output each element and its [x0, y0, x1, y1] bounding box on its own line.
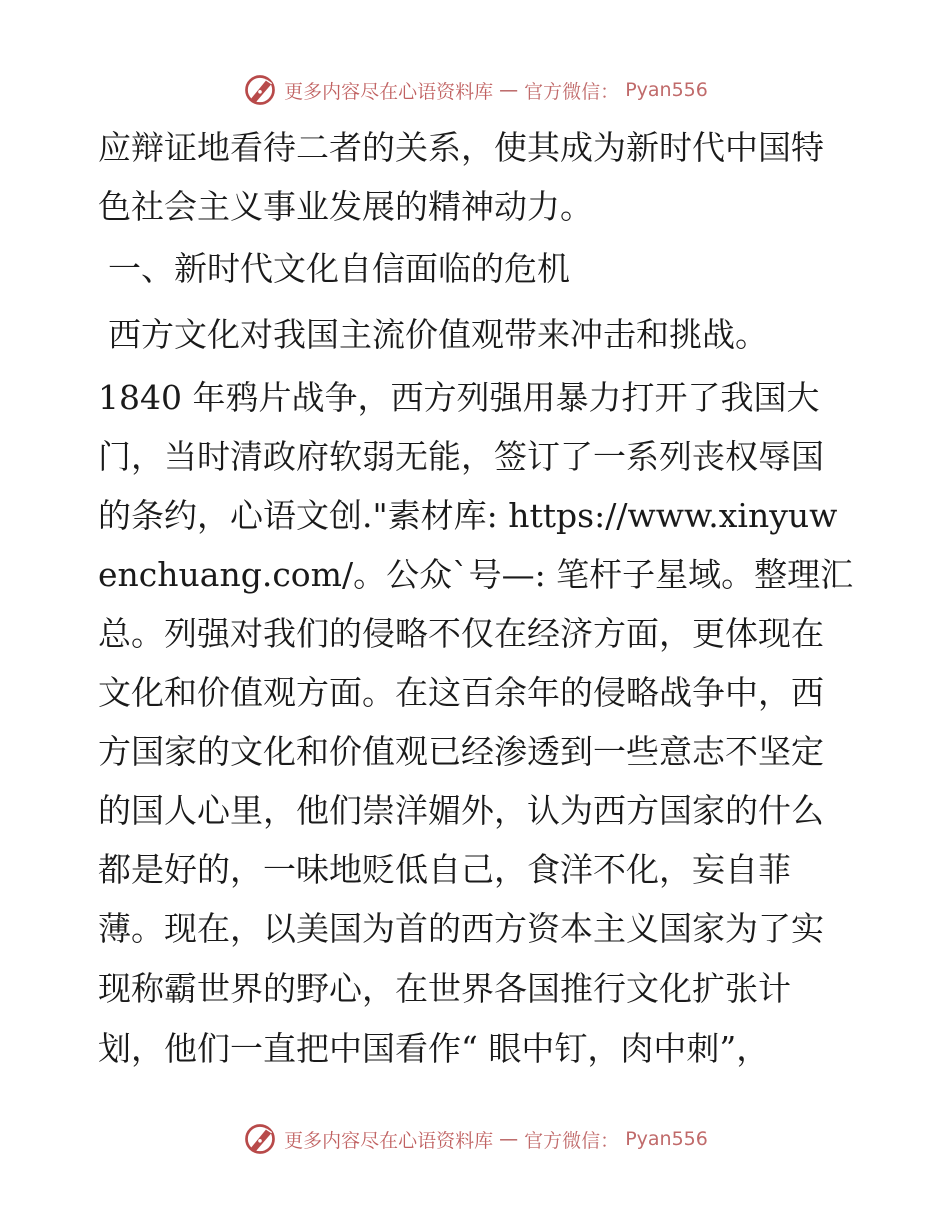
body-line: 1840 年鸦片战争，西方列强用暴力打开了我国大 — [98, 378, 820, 417]
body-line: 现称霸世界的野心，在世界各国推行文化扩张计 — [98, 969, 791, 1008]
banner-wechat-account: Pyan556 — [625, 1128, 708, 1150]
body-line: 文化和价值观方面。在这百余年的侵略战争中，西 — [98, 673, 824, 712]
banner-wechat-label: 官方微信： — [524, 80, 620, 103]
footer-banner — [0, 1119, 950, 1159]
body-line: enchuang.com/。公众`号—: 笔杆子星域。整理汇 — [98, 555, 854, 594]
body-line: 色社会主义事业发展的精神动力。 — [98, 187, 593, 226]
pen-nib-logo-icon — [242, 72, 278, 108]
body-line: 应辩证地看待二者的关系，使其成为新时代中国特 — [98, 128, 824, 167]
banner-brand-text: 更多内容尽在心语资料库 — [284, 1129, 494, 1152]
body-line: 方国家的文化和价值观已经渗透到一些意志不坚定 — [98, 732, 824, 771]
body-line: 的国人心里，他们崇洋媚外，认为西方国家的什么 — [98, 791, 824, 830]
body-line: 划，他们一直把中国看作“ 眼中钉，肉中刺”， — [98, 1029, 770, 1068]
body-line: 门，当时清政府软弱无能，签订了一系列丧权辱国 — [98, 437, 824, 476]
banner-wechat-account: Pyan556 — [625, 79, 708, 101]
header-banner — [0, 70, 950, 110]
pen-nib-logo-icon — [242, 1121, 278, 1157]
document-body — [98, 118, 858, 1078]
body-line: 薄。现在，以美国为首的西方资本主义国家为了实 — [98, 909, 824, 948]
banner-wechat-label: 官方微信： — [524, 1129, 620, 1152]
body-line: 都是好的，一味地贬低自己，食洋不化，妄自菲 — [98, 850, 791, 889]
paragraph-heading: 西方文化对我国主流价值观带来冲击和挑战。 — [108, 315, 768, 354]
banner-separator: — — [499, 79, 519, 101]
banner-brand-text: 更多内容尽在心语资料库 — [284, 80, 494, 103]
section-heading: 一、新时代文化自信面临的危机 — [108, 249, 570, 288]
body-line: 的条约，心语文创."素材库: https://www.xinyuw — [98, 496, 838, 535]
banner-separator: — — [499, 1128, 519, 1150]
body-line: 总。列强对我们的侵略不仅在经济方面，更体现在 — [98, 614, 824, 653]
